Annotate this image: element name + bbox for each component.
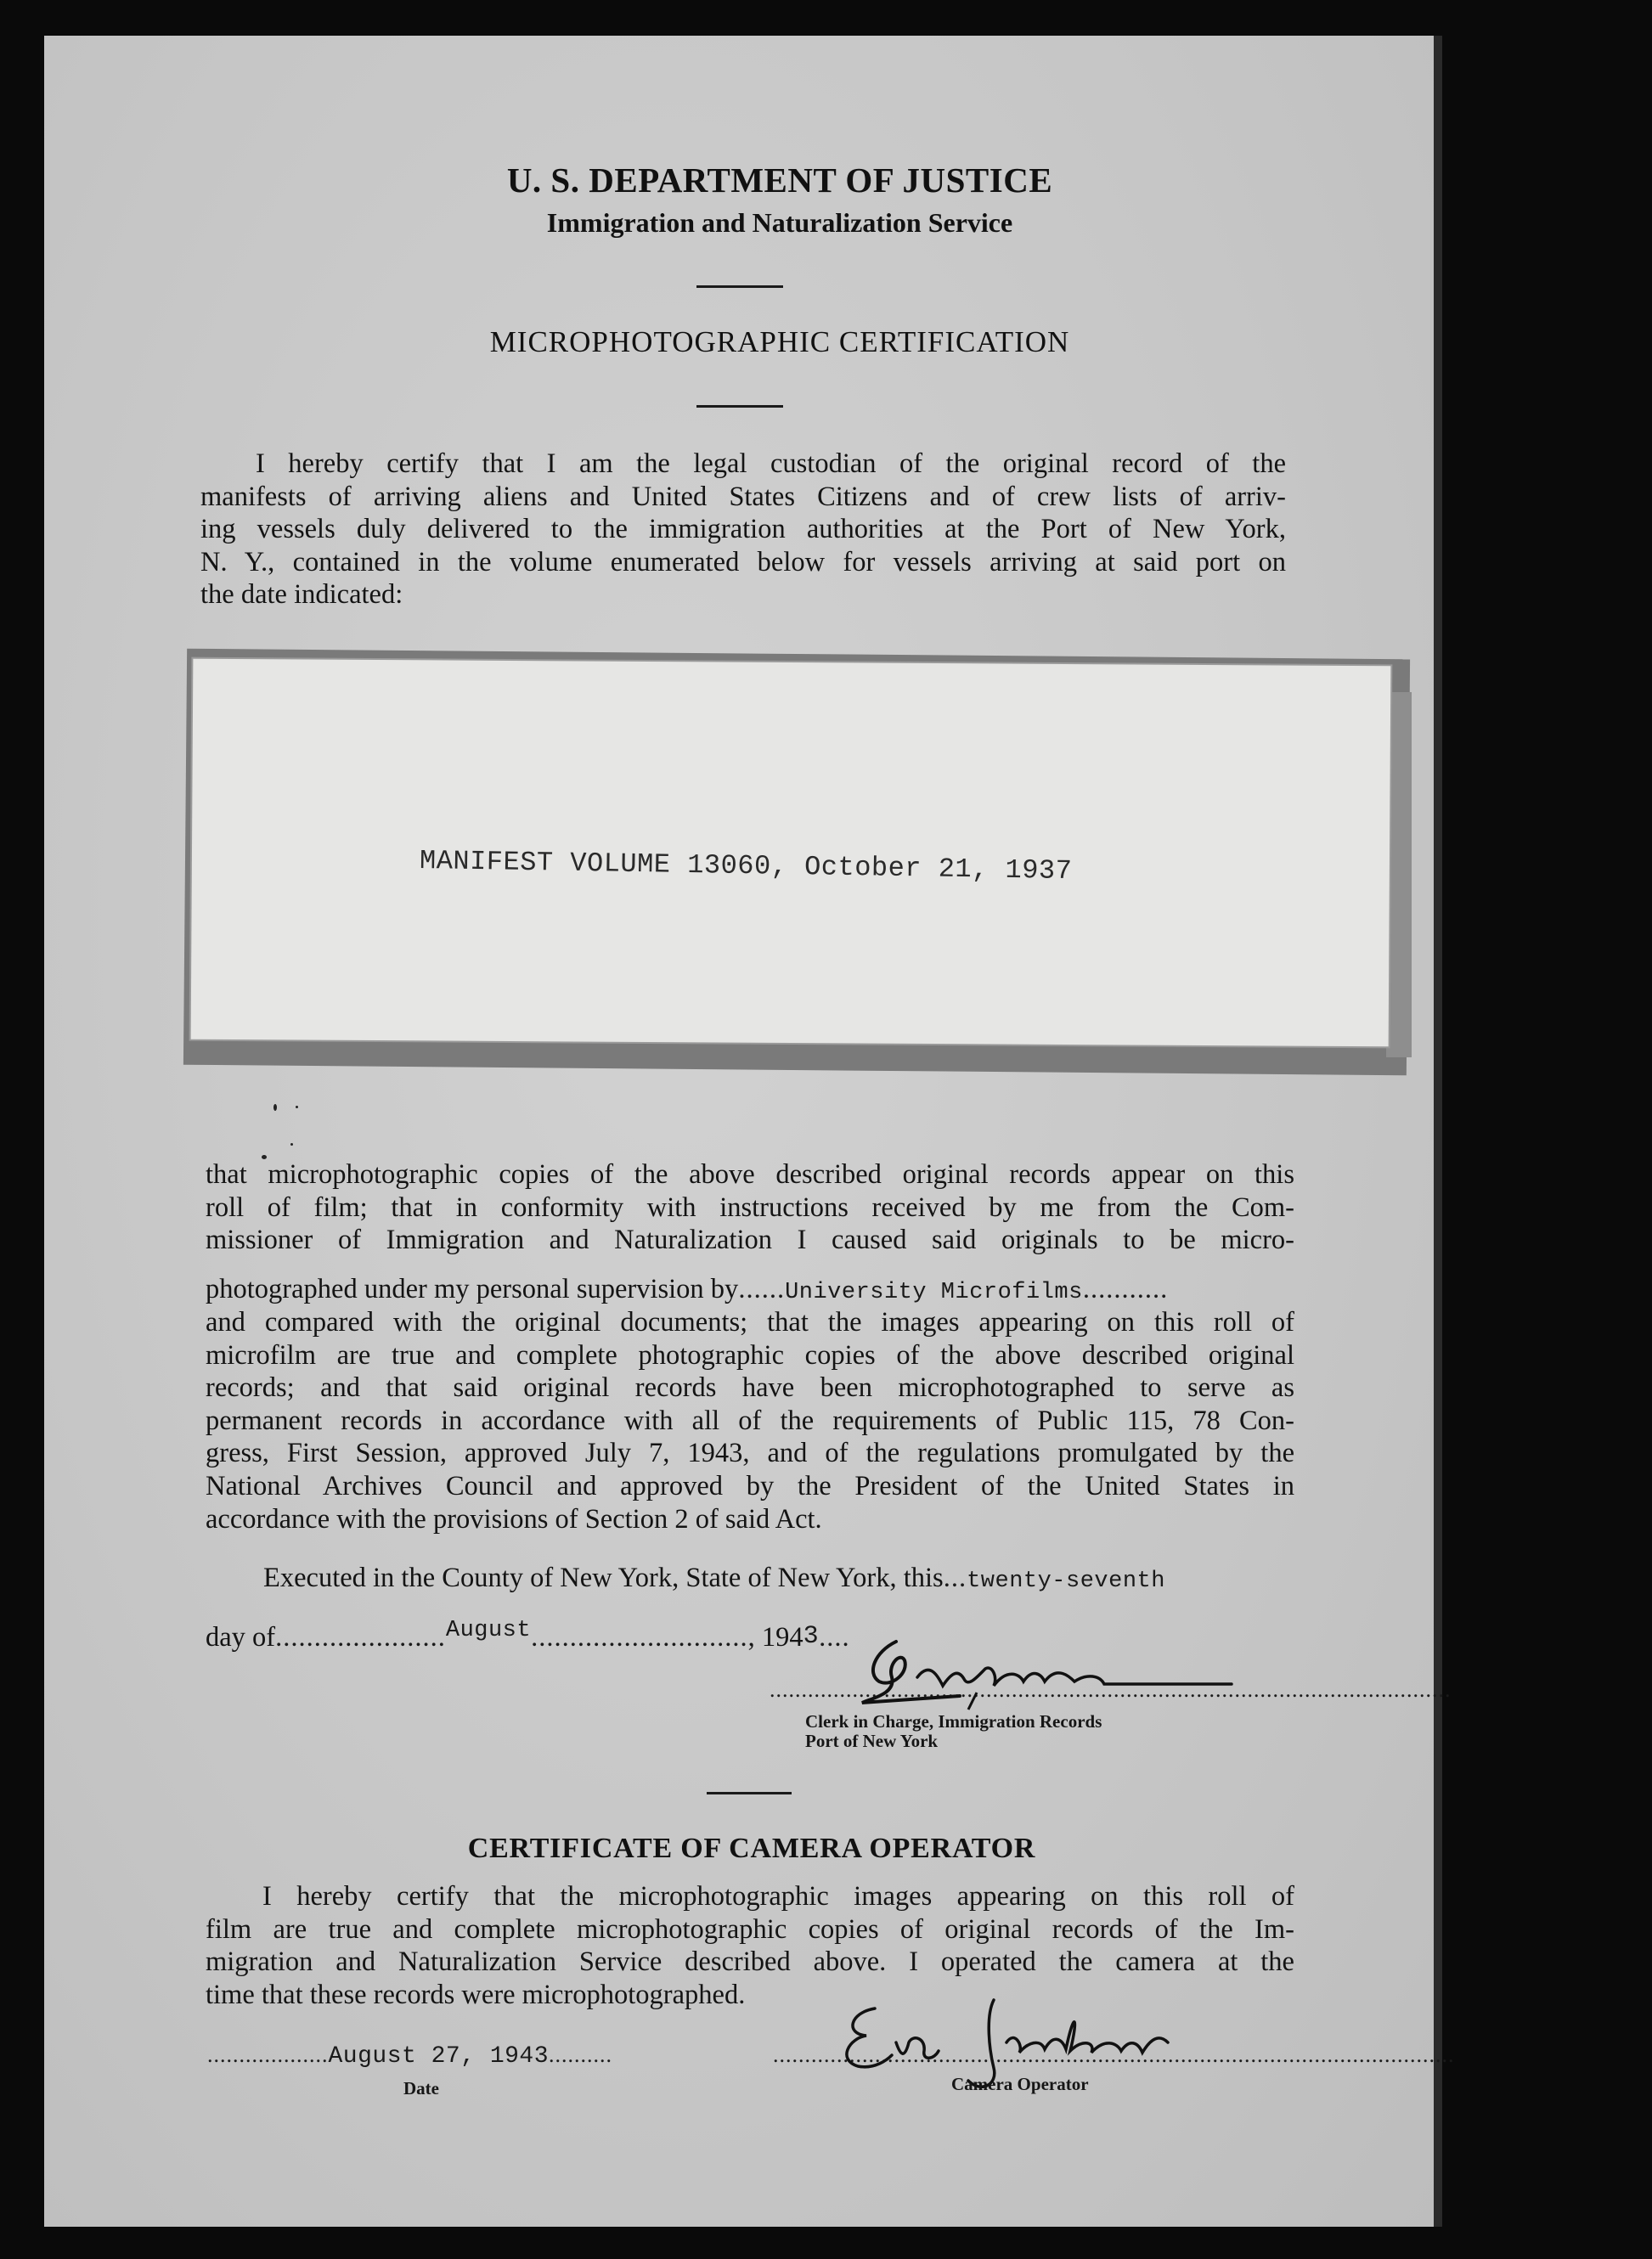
dot-leader: .......... <box>549 2042 613 2067</box>
intro-line: the date indicated: <box>200 579 403 611</box>
body-paragraph <box>206 1158 1294 1257</box>
dot-leader: ... <box>943 1563 967 1593</box>
dot-leader: ........................................................................................................... <box>773 2042 1455 2067</box>
body-line: permanent records in accordance with all of the requirements of Public 115, 78 Con- <box>206 1405 1294 1436</box>
dot-leader: .... <box>819 1622 850 1653</box>
camera-line: I hereby certify that the microphotographic images appearing on this roll of <box>262 1881 1294 1912</box>
camera-line: film are true and complete microphotographic copies of original records of the Im- <box>206 1913 1294 1945</box>
clerk-title <box>805 1712 1102 1751</box>
divider <box>696 405 783 408</box>
dot-leader: ............................ <box>531 1622 748 1653</box>
date-value: August 27, 1943 <box>328 2043 550 2070</box>
supervision-filled-value: University Microfilms <box>785 1280 1083 1305</box>
body-line: microfilm are true and complete photographic copies of the above described original <box>206 1339 1294 1371</box>
divider <box>696 285 783 288</box>
film-speck <box>290 1143 293 1146</box>
clerk-title-line2: Port of New York <box>805 1731 939 1751</box>
dot-leader: ...................... <box>275 1622 446 1653</box>
service-subtitle: Immigration and Naturalization Service <box>546 207 1013 238</box>
supervision-line <box>206 1274 1168 1305</box>
intro-line: I hereby certify that I am the legal custodian of the original record of the <box>256 448 1286 479</box>
camera-certificate-title: CERTIFICATE OF CAMERA OPERATOR <box>467 1833 1036 1864</box>
body-line: and compared with the original documents; that the images appearing on this roll of <box>206 1307 1294 1338</box>
dot-leader: ...... <box>738 1274 786 1304</box>
camera-line: time that these records were microphotographed. <box>206 1979 746 2010</box>
intro-line: manifests of arriving aliens and United States Citizens and of crew lists of arriv- <box>200 481 1286 512</box>
certification-title: MICROPHOTOGRAPHIC CERTIFICATION <box>489 325 1070 358</box>
body-line: roll of film; that in conformity with instructions received by me from the Com- <box>206 1191 1294 1223</box>
body-line: National Archives Council and approved by the President of the United States in <box>206 1470 1294 1501</box>
supervision-prefix: photographed under my personal supervision by <box>206 1274 739 1304</box>
divider <box>707 1792 792 1794</box>
intro-paragraph <box>200 448 1286 611</box>
intro-line: N. Y., contained in the volume enumerated below for vessels arriving at said port on <box>200 546 1286 577</box>
film-speck <box>296 1106 298 1108</box>
body-line: that microphotographic copies of the above described original records appear on this <box>206 1159 1294 1190</box>
dot-leader: ........................................................................................................... <box>770 1677 1452 1702</box>
executed-line <box>263 1563 1165 1594</box>
day-of-line <box>206 1618 850 1654</box>
dot-leader: ................... <box>207 2042 329 2067</box>
date-label: Date <box>403 2078 439 2098</box>
department-title: U. S. DEPARTMENT OF JUSTICE <box>506 161 1053 200</box>
film-speck <box>273 1104 277 1111</box>
intro-line: ing vessels duly delivered to the immigration authorities at the Port of New York, <box>200 514 1286 545</box>
sheet-edge <box>1434 36 1442 2227</box>
clerk-title-line1: Clerk in Charge, Immigration Records <box>805 1711 1102 1732</box>
year-prefix: , 194 <box>747 1622 803 1653</box>
body-line: gress, First Session, approved July 7, 1943, and of the regulations promulgated by the <box>206 1438 1294 1469</box>
day-of-label: day of <box>206 1622 276 1653</box>
body-line: accordance with the provisions of Section 2 of said Act. <box>206 1503 822 1535</box>
body-paragraph-continued <box>206 1306 1294 1535</box>
body-line: missioner of Immigration and Naturalization I caused said originals to be micro- <box>206 1225 1294 1256</box>
executed-day-value: twenty-seventh <box>967 1569 1165 1594</box>
dot-leader: ........... <box>1082 1274 1169 1304</box>
year-digit-value: 3 <box>803 1622 820 1651</box>
executed-prefix: Executed in the County of New York, State of New York, this <box>263 1563 944 1593</box>
clerk-signature <box>858 1626 1240 1711</box>
date-field <box>207 2042 612 2070</box>
manifest-label: MANIFEST VOLUME 13060, October 21, 1937 <box>419 845 1073 887</box>
executed-month-value: August <box>445 1618 532 1643</box>
operator-label: Camera Operator <box>951 2074 1089 2094</box>
body-line: records; and that said original records have been microphotographed to serve as <box>206 1372 1294 1404</box>
camera-line: migration and Naturalization Service described above. I operated the camera at the <box>206 1946 1294 1978</box>
